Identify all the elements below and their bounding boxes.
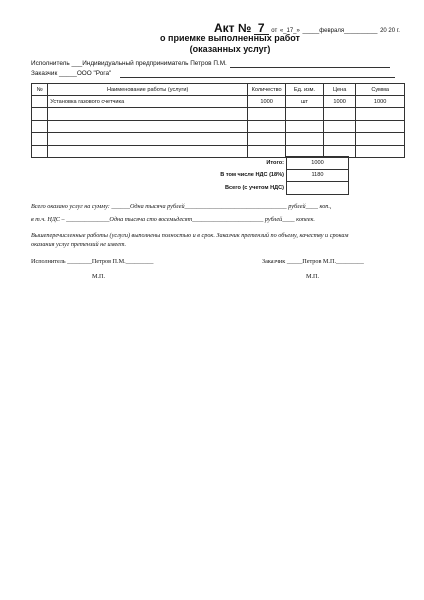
sum-kop: коп., <box>319 203 332 210</box>
table-cell: шт <box>286 96 324 108</box>
customer-label: Заказчик <box>31 70 58 77</box>
total-row <box>31 157 405 170</box>
table-cell <box>323 120 355 132</box>
stamp-right: М.П. <box>306 273 320 280</box>
grand-total-value <box>287 182 349 195</box>
table-cell <box>248 108 286 120</box>
table-header-row <box>32 84 405 96</box>
stamp-left: М.П. <box>92 273 106 280</box>
table-cell <box>323 133 355 145</box>
act-label: Акт № <box>214 21 252 35</box>
grand-total-label: Всего (с учетом НДС) <box>224 184 284 191</box>
table-cell <box>356 133 405 145</box>
table-cell: 1000 <box>248 96 286 108</box>
table-cell <box>286 120 324 132</box>
vat-row <box>31 169 405 182</box>
customer-signature: Заказчик _____Петров М.П._________ <box>262 258 364 265</box>
col-sum-header: Сумма <box>356 84 405 96</box>
table-cell <box>32 96 48 108</box>
table-row <box>32 96 405 108</box>
vat-prefix: в т.ч. НДС – <box>31 216 65 223</box>
act-from: от <box>271 28 278 34</box>
act-year: 20 20 г. <box>380 28 400 34</box>
executor-line: Исполнитель ___Индивидуальный предприниматель Петров П.М. <box>31 60 227 67</box>
table-cell <box>32 108 48 120</box>
vat-rub: рублей <box>264 216 283 223</box>
vat-words-line: в т.ч. НДС – ______________Одна тысяча сто восемьдесят_______________________ рублей____ копеек. <box>31 216 315 223</box>
table-row <box>32 120 405 132</box>
customer-line: Заказчик _____ООО "Рога" <box>31 70 112 77</box>
executor-label: Исполнитель <box>31 60 70 67</box>
table-cell <box>48 108 248 120</box>
executor-signature-name: Петров П.М. <box>91 258 126 265</box>
table-cell: 1000 <box>323 96 355 108</box>
total-label: Итого: <box>266 159 284 166</box>
table-cell <box>356 108 405 120</box>
col-qty-header: Количество <box>248 84 286 96</box>
act-subtitle: о приемке выполненных работ <box>160 33 300 43</box>
vat-kop: копеек. <box>296 216 315 223</box>
sum-rub: рублей <box>288 203 306 210</box>
executor-signature: Исполнитель ________Петров П.М._________ <box>31 258 154 265</box>
table-cell <box>32 133 48 145</box>
act-month: февраля <box>319 28 345 34</box>
col-number-header: № <box>32 84 48 96</box>
act-day: «_17_» <box>279 28 300 34</box>
table-cell <box>323 108 355 120</box>
customer-signature-name: Петров М.П. <box>302 258 336 265</box>
table-cell <box>48 133 248 145</box>
vat-value: 1180 <box>287 169 349 182</box>
table-row <box>32 133 405 145</box>
executor-value: Индивидуальный предприниматель Петров П.М. <box>82 60 227 67</box>
sum-words: Одна тысяча рублей <box>129 203 185 210</box>
table-cell <box>48 120 248 132</box>
table-cell <box>286 108 324 120</box>
vat-label: В том числе НДС (18%) <box>220 172 284 179</box>
sum-line: Всего оказано услуг на сумму: ______Одна тысяча рублей_________________________________ рублей____ коп., <box>31 203 332 210</box>
services-table <box>31 83 405 158</box>
table-cell: Установка газового счетчика <box>48 96 248 108</box>
table-cell <box>356 120 405 132</box>
act-number: 7 <box>254 22 269 35</box>
table-row <box>32 108 405 120</box>
table-cell <box>248 120 286 132</box>
col-price-header: Цена <box>323 84 355 96</box>
total-value: 1000 <box>287 157 349 170</box>
grand-total-row <box>31 182 405 195</box>
col-name-header: Наименование работы (услуги) <box>48 84 248 96</box>
customer-signature-label: Заказчик <box>262 258 286 265</box>
executor-signature-label: Исполнитель <box>31 258 66 265</box>
act-title: Акт № 7 от «_17_» _____февраля__________ 20 20 г. <box>214 21 400 35</box>
table-cell: 1000 <box>356 96 405 108</box>
statement-line-1: Вышеперечисленные работы (услуги) выполнены полностью и в срок. Заказчик претензий по объему, качеству и срокам <box>31 232 349 239</box>
col-unit-header: Ед. изм. <box>286 84 324 96</box>
totals-block <box>31 156 405 195</box>
vat-words: Одна тысяча сто восемьдесят <box>109 216 193 223</box>
customer-value: ООО "Рога" <box>76 70 112 77</box>
sum-prefix: Всего оказано услуг на сумму: <box>31 203 110 210</box>
table-cell <box>32 120 48 132</box>
table-cell <box>248 133 286 145</box>
table-cell <box>286 133 324 145</box>
act-subtitle-2: (оказанных услуг) <box>189 44 271 54</box>
statement-line-2: оказания услуг претензий не имеет. <box>31 241 127 248</box>
